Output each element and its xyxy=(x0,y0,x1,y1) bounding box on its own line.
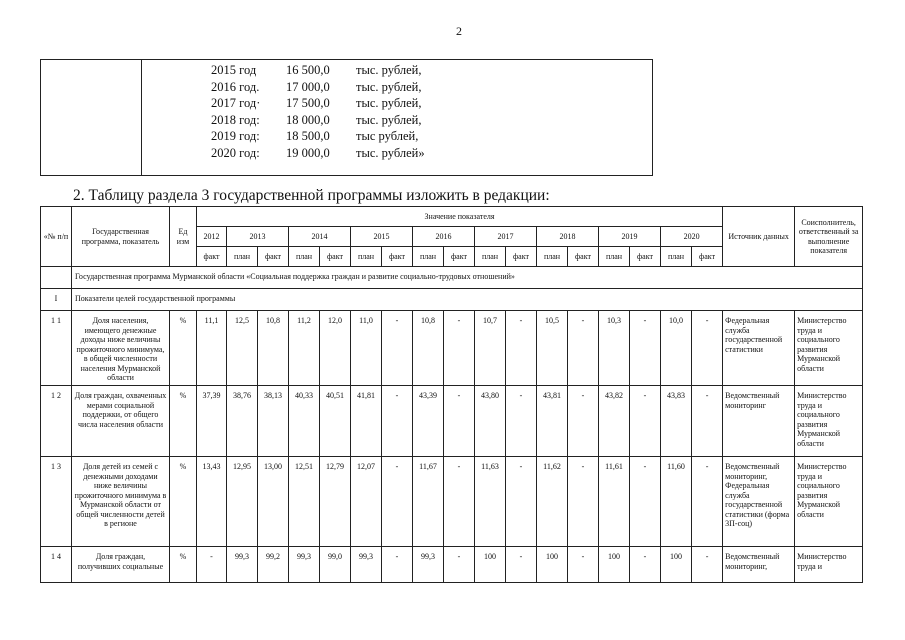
funding-value: 18 500,0 xyxy=(286,129,330,143)
row-value: - xyxy=(692,547,723,583)
header-source: Источник данных xyxy=(723,207,795,267)
row-value: - xyxy=(382,457,413,547)
funding-value: 18 000,0 xyxy=(286,112,330,127)
row-responsible: Министерство труда и социального развития Мурманской области xyxy=(795,311,863,386)
row-num: 1 4 xyxy=(41,547,72,583)
subheader-cell: план xyxy=(289,247,320,267)
row-value: 99,0 xyxy=(320,547,351,583)
funding-list xyxy=(211,62,425,161)
row-value: 99,2 xyxy=(258,547,289,583)
row-source: Федеральная служба государственной статистики xyxy=(723,311,795,386)
row-value: - xyxy=(197,547,227,583)
row-name: Доля детей из семей с денежными доходами ниже величины прожиточного минимума в Мурманской области от общей численности детей в регионе xyxy=(72,457,170,547)
year-header: 2013 xyxy=(227,227,289,247)
funding-row xyxy=(211,112,425,129)
row-value: 38,76 xyxy=(227,386,258,457)
table-row xyxy=(41,547,863,583)
row-unit: % xyxy=(170,311,197,386)
row-value: 12,07 xyxy=(351,457,382,547)
row-value: 11,61 xyxy=(599,457,630,547)
row-value: 11,67 xyxy=(413,457,444,547)
row-value: 11,62 xyxy=(537,457,568,547)
row-value: - xyxy=(692,457,723,547)
row-value: 40,33 xyxy=(289,386,320,457)
row-value: 99,3 xyxy=(227,547,258,583)
row-value: 12,0 xyxy=(320,311,351,386)
row-responsible: Министерство труда и социального развития Мурманской области xyxy=(795,457,863,547)
year-header: 2020 xyxy=(661,227,723,247)
subheader-cell: план xyxy=(537,247,568,267)
funding-value: 17 500,0 xyxy=(286,96,330,110)
row-unit: % xyxy=(170,547,197,583)
funding-row xyxy=(211,128,425,145)
row-value: 99,3 xyxy=(289,547,320,583)
row-value: 100 xyxy=(599,547,630,583)
header-responsible: Соисполнитель, ответственный за выполнение показателя xyxy=(795,207,863,267)
row-value: - xyxy=(444,311,475,386)
row-value: 11,2 xyxy=(289,311,320,386)
row-value: 43,80 xyxy=(475,386,506,457)
row-value: 10,3 xyxy=(599,311,630,386)
subheader-cell: факт xyxy=(382,247,413,267)
row-value: 11,1 xyxy=(197,311,227,386)
row-value: 10,7 xyxy=(475,311,506,386)
subheader-cell: факт xyxy=(320,247,351,267)
row-value: 38,13 xyxy=(258,386,289,457)
row-value: - xyxy=(382,386,413,457)
funding-row xyxy=(211,145,425,162)
funding-unit: тыс. рублей, xyxy=(356,112,422,127)
row-source: Ведомственный мониторинг xyxy=(723,386,795,457)
header-values: Значение показателя xyxy=(197,207,723,227)
funding-box-divider xyxy=(141,60,142,175)
row-value: 43,81 xyxy=(537,386,568,457)
table-row xyxy=(41,311,863,386)
table-row xyxy=(41,457,863,547)
row-value: 10,0 xyxy=(661,311,692,386)
subheader-cell: факт xyxy=(692,247,723,267)
row-value: - xyxy=(692,311,723,386)
row-value: 10,8 xyxy=(258,311,289,386)
funding-value: 17 000,0 xyxy=(286,79,330,94)
row-source: Ведомственный мониторинг, xyxy=(723,547,795,583)
subheader-cell: план xyxy=(413,247,444,267)
row-value: 43,82 xyxy=(599,386,630,457)
row-value: 99,3 xyxy=(413,547,444,583)
row-value: - xyxy=(506,311,537,386)
funding-year: 2017 год· xyxy=(211,96,261,110)
header-unit: Ед изм xyxy=(170,207,197,267)
subheader-cell: план xyxy=(475,247,506,267)
row-value: - xyxy=(568,457,599,547)
row-value: 100 xyxy=(661,547,692,583)
row-unit: % xyxy=(170,386,197,457)
funding-year: 2020 год: xyxy=(211,145,260,160)
row-value: 43,39 xyxy=(413,386,444,457)
row-value: 100 xyxy=(475,547,506,583)
row-value: 13,43 xyxy=(197,457,227,547)
row-value: - xyxy=(506,386,537,457)
row-value: 11,0 xyxy=(351,311,382,386)
row-value: 12,51 xyxy=(289,457,320,547)
funding-year: 2015 год xyxy=(211,63,257,77)
header-program: Государственная программа, показатель xyxy=(72,207,170,267)
row-value: - xyxy=(630,547,661,583)
row-value: - xyxy=(568,311,599,386)
year-header: 2017 xyxy=(475,227,537,247)
row-value: - xyxy=(444,547,475,583)
subheader-cell: факт xyxy=(630,247,661,267)
year-header: 2015 xyxy=(351,227,413,247)
row-value: 12,79 xyxy=(320,457,351,547)
row-value: 11,60 xyxy=(661,457,692,547)
indicators-table xyxy=(40,206,863,583)
row-responsible: Министерство труда и социального развития Мурманской области xyxy=(795,386,863,457)
section-heading: 2. Таблицу раздела 3 государственной программы изложить в редакции: xyxy=(73,187,550,204)
funding-value: 16 500,0 xyxy=(286,63,330,77)
row-name: Доля населения, имеющего денежные доходы ниже величины прожиточного минимума, в общей численности населения Мурманской области xyxy=(72,311,170,386)
funding-unit: тыс. рублей, xyxy=(356,79,422,94)
subheader-cell: план xyxy=(661,247,692,267)
row-value: - xyxy=(382,547,413,583)
row-name: Доля граждан, получивших социальные xyxy=(72,547,170,583)
row-value: 37,39 xyxy=(197,386,227,457)
row-value: - xyxy=(506,547,537,583)
subheader-cell: факт xyxy=(258,247,289,267)
row-value: 10,8 xyxy=(413,311,444,386)
subheader-cell: факт xyxy=(506,247,537,267)
table-row xyxy=(41,386,863,457)
section-num: I xyxy=(41,289,72,311)
subheader-cell: факт xyxy=(444,247,475,267)
row-value: - xyxy=(630,311,661,386)
row-value: - xyxy=(568,386,599,457)
row-num: 1 2 xyxy=(41,386,72,457)
row-value: - xyxy=(630,386,661,457)
funding-row xyxy=(211,62,425,79)
subheader-cell: план xyxy=(351,247,382,267)
row-value: 12,5 xyxy=(227,311,258,386)
row-value: 13,00 xyxy=(258,457,289,547)
subheader-cell: план xyxy=(599,247,630,267)
program-row: Государственная программа Мурманской области «Социальная поддержка граждан и развитие социально-трудовых отношений» xyxy=(72,267,863,289)
row-value: 40,51 xyxy=(320,386,351,457)
row-value: 99,3 xyxy=(351,547,382,583)
row-name: Доля граждан, охваченных мерами социальной поддержки, от общего числа населения области xyxy=(72,386,170,457)
subheader-cell: факт xyxy=(197,247,227,267)
funding-year: 2019 год: xyxy=(211,129,260,143)
funding-unit: тыс. рублей, xyxy=(356,63,422,77)
subheader-cell: план xyxy=(227,247,258,267)
section-title: Показатели целей государственной программы xyxy=(72,289,863,311)
row-num: 1 1 xyxy=(41,311,72,386)
program-row-num xyxy=(41,267,72,289)
row-value: - xyxy=(444,386,475,457)
funding-unit: тыс. рублей, xyxy=(356,96,422,110)
row-value: - xyxy=(692,386,723,457)
year-header: 2016 xyxy=(413,227,475,247)
funding-year: 2016 год. xyxy=(211,79,260,94)
funding-value: 19 000,0 xyxy=(286,145,330,160)
row-value: 43,83 xyxy=(661,386,692,457)
year-header: 2012 xyxy=(197,227,227,247)
year-header: 2014 xyxy=(289,227,351,247)
row-value: 12,95 xyxy=(227,457,258,547)
funding-row xyxy=(211,79,425,96)
row-value: 10,5 xyxy=(537,311,568,386)
row-value: 41,81 xyxy=(351,386,382,457)
subheader-cell: факт xyxy=(568,247,599,267)
year-header: 2019 xyxy=(599,227,661,247)
funding-row xyxy=(211,95,425,112)
row-value: - xyxy=(506,457,537,547)
row-value: 11,63 xyxy=(475,457,506,547)
page-number: 2 xyxy=(456,24,462,38)
row-value: - xyxy=(568,547,599,583)
funding-unit: тыс рублей, xyxy=(356,129,419,143)
row-unit: % xyxy=(170,457,197,547)
header-num: «№ п/п xyxy=(41,207,72,267)
funding-box xyxy=(40,59,653,176)
row-num: 1 3 xyxy=(41,457,72,547)
year-header: 2018 xyxy=(537,227,599,247)
funding-unit: тыс. рублей» xyxy=(356,145,425,160)
row-source: Ведомственный мониторинг, Федеральная служба государственной статистики (форма 3П-соц) xyxy=(723,457,795,547)
row-value: - xyxy=(382,311,413,386)
row-value: - xyxy=(444,457,475,547)
row-value: 100 xyxy=(537,547,568,583)
row-responsible: Министерство труда и xyxy=(795,547,863,583)
row-value: - xyxy=(630,457,661,547)
funding-year: 2018 год: xyxy=(211,112,260,127)
